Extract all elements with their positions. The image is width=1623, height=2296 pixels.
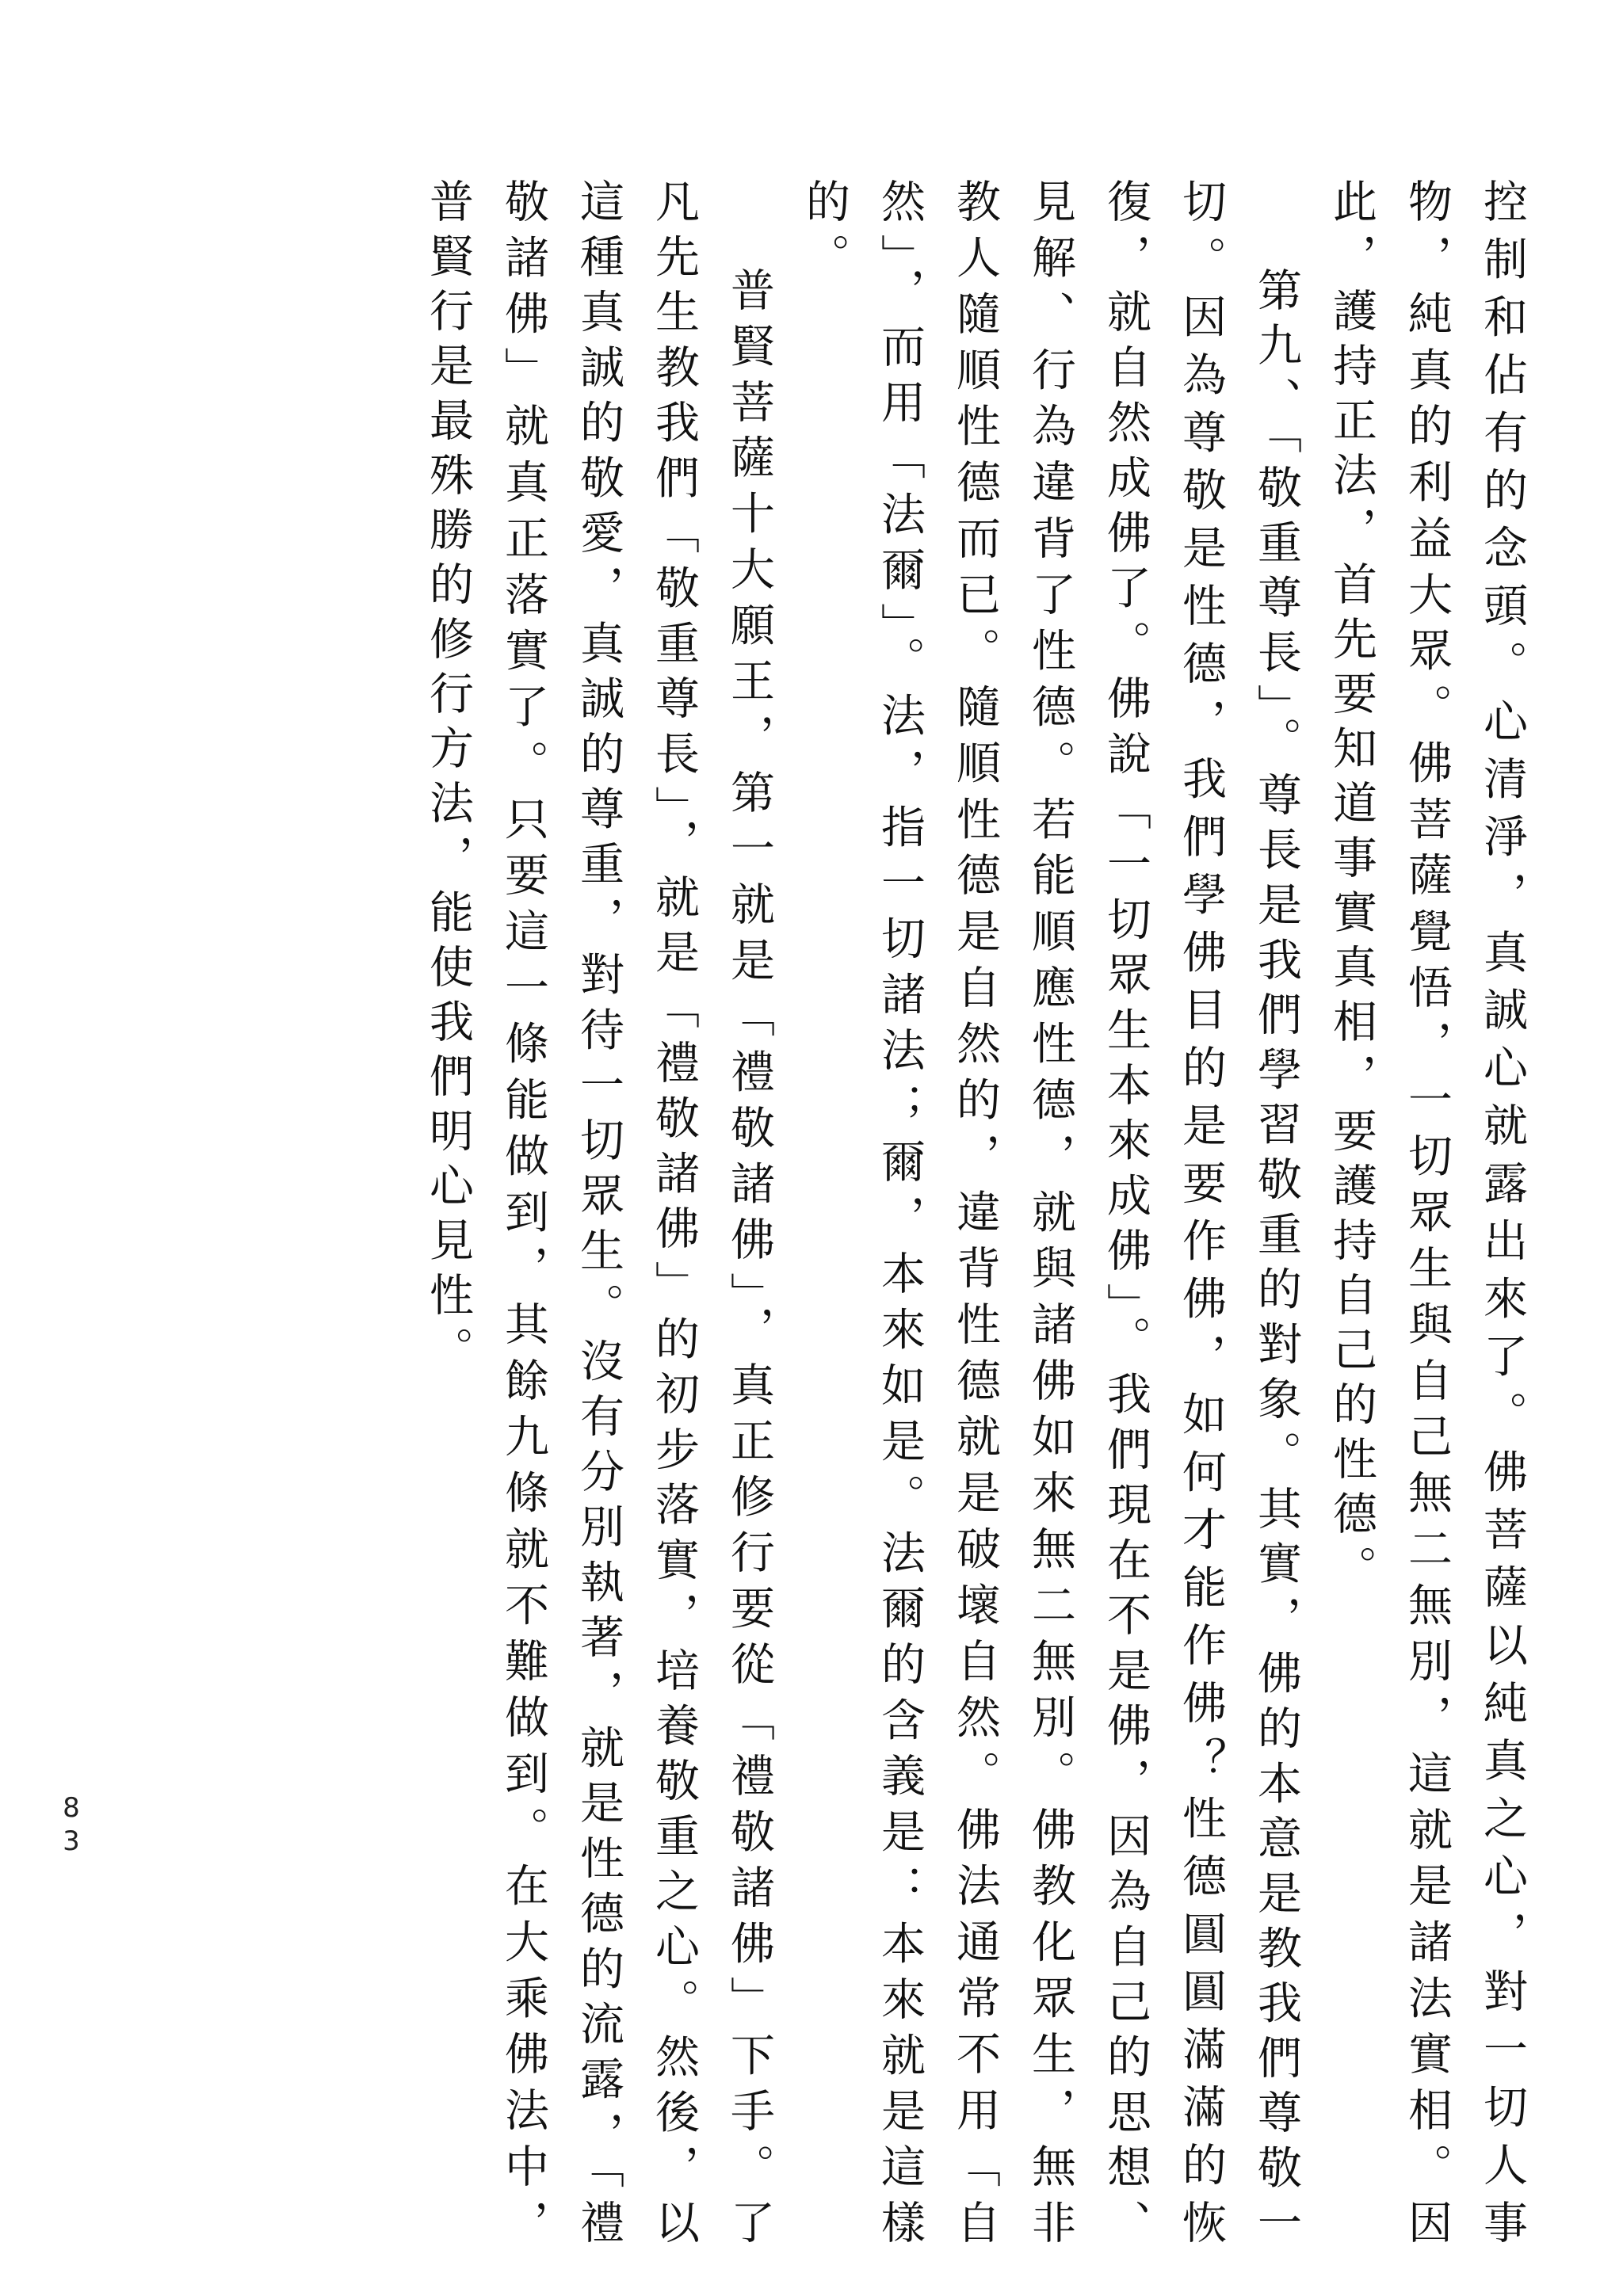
vertical-body-text: [335, 178, 1540, 2254]
page-number: 83: [55, 1792, 87, 1859]
paragraph-respect-elders: 第九、「敬重尊長」。尊長是我們學習敬重的對象。其實，佛的本意是教我們尊敬一切。因為尊敬是性德，我們學佛目的是要作佛，如何才能作佛？性德圓圓滿滿的恢復，就自然成佛了。佛說「一切眾生本來成佛」。我們現在不是佛，因為自己的思想、見解、行為違背了性德。若能順應性德，就與諸佛如來無二無別。佛教化眾生，無非教人隨順性德而已。隨順性德是自然的，違背性德就是破壞自然。佛法通常不用「自然」，而用「法爾」。法，指一切諸法；爾，本來如是。法爾的含義是：本來就是這樣的。: [799, 178, 1302, 2254]
paragraph-continuation: 控制和佔有的念頭。心清淨，真誠心就露出來了。佛菩薩以純真之心，對一切人事物，純真的利益大眾。佛菩薩覺悟，一切眾生與自己無二無別，這就是諸法實相。因此，護持正法，首先要知道事實真相，要護持自己的性德。: [1326, 178, 1528, 2254]
paragraph-samantabhadra-vows: 普賢菩薩十大願王，第一就是「禮敬諸佛」，真正修行要從「禮敬諸佛」下手。了凡先生教我們「敬重尊長」，就是「禮敬諸佛」的初步落實，培養敬重之心。然後，以這種真誠的敬愛，真誠的尊重，對待一切眾生。沒有分別執著，就是性德的流露，「禮敬諸佛」就真正落實了。只要這一條能做到，其餘九條就不難做到。在大乘佛法中，普賢行是最殊勝的修行方法，能使我們明心見性。: [422, 178, 775, 2254]
